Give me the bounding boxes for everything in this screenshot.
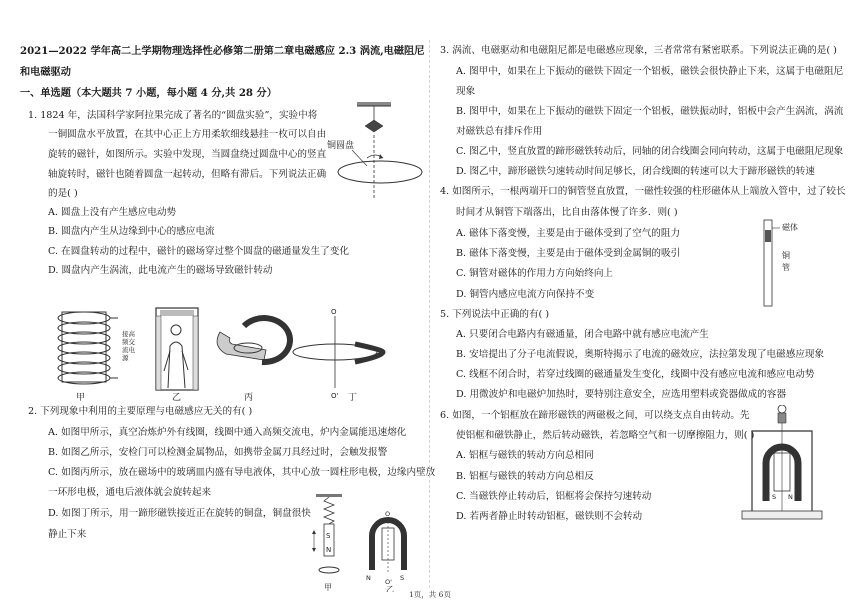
q2-figure-row xyxy=(50,296,430,401)
q3-option-b-cont: 对磁铁总有排斥作用 xyxy=(456,126,543,137)
q2-option-b: B. 如图乙所示，安检门可以检测金属物品，如携带金属刀具经过时，会触发报警 xyxy=(48,447,388,458)
q4-option-a: A. 磁体下落变慢，主要是由于磁体受到了空气的阻力 xyxy=(456,228,681,239)
q1-figure-copper-disk xyxy=(325,100,425,210)
svg-text:O': O' xyxy=(385,578,392,586)
q1-option-d: D. 圆盘内产生涡流，此电流产生的磁场导致磁针转动 xyxy=(48,265,273,276)
q5-option-b: B. 安培提出了分子电流假说，奥斯特揭示了电流的磁效应，法拉第发现了电磁感应现象 xyxy=(456,349,825,360)
q5-option-d: D. 用微波炉和电磁炉加热时，要特别注意安全，应选用塑料或瓷器做成的容器 xyxy=(456,389,787,400)
q2-option-c: C. 如图丙所示，放在磁场中的玻璃皿内盛有导电液体，其中心放一圆柱形电极，边缘内壁放 xyxy=(48,467,436,478)
q4-line: 时间才从铜管下端落出，比自由落体慢了许多．则( ) xyxy=(456,207,678,218)
figure-horseshoe-coil xyxy=(366,510,404,592)
q1-line: 1. 1824 年，法国科学家阿拉果完成了著名的“圆盘实验”，实验中将 xyxy=(28,110,318,121)
q5-option-c: C. 线框不闭合时，若穿过线圈的磁通量发生变化，线圈中没有感应电流和感应电动势 xyxy=(456,369,815,380)
svg-text:N: N xyxy=(326,546,332,554)
doc-title-line1: 2021—2022 学年高二上学期物理选择性必修第二册第二章电磁感应 2.3 涡流,电磁阻尼 xyxy=(20,45,425,57)
q6-line: 6. 如图，一个铝框放在蹄形磁铁的两磁极之间，可以绕支点自由转动。先 xyxy=(440,410,750,421)
q2-bottom-figures xyxy=(300,492,428,592)
q2-option-d-cont: 静止下来 xyxy=(48,529,87,540)
q4-label-tube-1: 铜 xyxy=(782,251,790,260)
figure-jia-furnace xyxy=(58,312,136,384)
q1-figure-label: 铜圆盘 xyxy=(327,141,355,151)
q1-option-a: A. 圆盘上没有产生感应电动势 xyxy=(48,207,177,218)
figure-label-yi: 乙 xyxy=(172,393,182,401)
q1-line: 旋转的磁针，如图所示。实验中发现，当圆盘绕过圆盘中心的竖直 xyxy=(48,149,327,160)
q4-option-d: D. 铜管内感应电流方向保持不变 xyxy=(456,289,595,300)
q1-line: 一铜圆盘水平放置，在其中心正上方用柔软细线悬挂一枚可以自由 xyxy=(48,129,327,140)
q4-option-b: B. 磁体下落变慢，主要是由于磁体受到金属铜的吸引 xyxy=(456,248,681,259)
q2-option-c-cont: 一环形电极，通电后液体就会旋转起来 xyxy=(48,487,212,498)
svg-text:N: N xyxy=(366,574,371,582)
svg-text:S: S xyxy=(326,532,331,540)
page-footer: 1页，共 6页 xyxy=(409,590,451,599)
q2-line: 2. 下列现象中利用的主要原理与电磁感应无关的有( ) xyxy=(28,406,253,417)
svg-text:O: O xyxy=(331,308,337,316)
q3-option-d: D. 图乙中，蹄形磁铁匀速转动时间足够长，闭合线圈的转速可以大于蹄形磁铁的转速 xyxy=(456,166,815,177)
svg-text:流电: 流电 xyxy=(122,346,135,354)
q3-option-b: B. 图甲中，如果在上下振动的磁铁下固定一个铝板，磁铁振动时，铝板中会产生涡流，涡流 xyxy=(456,106,844,117)
q4-line: 4. 如图所示，一根两端开口的铜管竖直放置，一磁性较强的柱形磁体从上端放入管中，过了较长 xyxy=(440,186,846,197)
svg-text:S: S xyxy=(772,493,777,501)
q6-line: 使铝框和磁铁静止，然后转动磁铁，若忽略空气和一切摩擦阻力，则( ) xyxy=(456,430,755,441)
q6-option-c: C. 当磁铁停止转动后，铝框将会保持匀速转动 xyxy=(456,491,652,502)
q1-option-c: C. 在圆盘转动的过程中，磁针的磁场穿过整个圆盘的磁通量发生了变化 xyxy=(48,246,349,257)
svg-text:源: 源 xyxy=(122,354,129,362)
doc-title-line2: 和电磁驱动 xyxy=(20,66,71,78)
q3-line: 3. 涡流、电磁驱动和电磁阻尼都是电磁感应现象，三者常常有紧密联系。下列说法正确的是( ) xyxy=(440,45,837,56)
q5-option-a: A. 只要闭合电路内有磁通量，闭合电路中就有感应电流产生 xyxy=(456,329,709,340)
q2-option-a: A. 如图甲所示，真空冶炼炉外有线圈，线圈中通入高频交流电，炉内金属能迅速熔化 xyxy=(48,427,407,438)
q4-figure-copper-tube xyxy=(760,218,820,308)
svg-text:O: O xyxy=(385,510,391,518)
q6-option-b: B. 铝框与磁铁的转动方向总相反 xyxy=(456,471,594,482)
q1-option-b: B. 圆盘内产生从边缘到中心的感应电流 xyxy=(48,226,215,237)
q3-option-c: C. 图乙中，竖直放置的蹄形磁铁转动后，同轴的闭合线圈会同向转动，这属于电磁阻尼现象 xyxy=(456,146,844,157)
q5-line: 5. 下列说法中正确的有( ) xyxy=(440,309,550,320)
q2-option-d: D. 如图丁所示，用一蹄形磁铁接近正在旋转的铜盘，铜盘很快 xyxy=(48,508,311,519)
q6-option-a: A. 铝框与磁铁的转动方向总相同 xyxy=(456,450,594,461)
svg-text:乙: 乙 xyxy=(386,585,394,592)
figure-bing-magnet-dish xyxy=(217,318,290,362)
svg-text:频交: 频交 xyxy=(122,338,135,346)
section-heading: 一、单选题（本大题共 7 小题，每小题 4 分,共 28 分） xyxy=(20,87,277,99)
q3-option-a: A. 图甲中，如果在上下振动的磁铁下固定一个铝板，磁铁会很快静止下来，这属于电磁阻尼 xyxy=(456,66,844,77)
figure-label-bing: 丙 xyxy=(244,393,254,401)
svg-text:O': O' xyxy=(331,392,339,400)
q4-option-c: C. 铜管对磁体的作用力方向始终向上 xyxy=(456,268,614,279)
q6-figure-frame-magnet xyxy=(738,405,826,525)
q1-line: 的是( ) xyxy=(48,188,78,199)
svg-text:S: S xyxy=(400,574,405,582)
figure-ding-rotating-disk xyxy=(293,308,383,400)
figure-yi-security-gate xyxy=(156,308,198,390)
svg-text:N: N xyxy=(788,493,793,501)
figure-label-ding: 丁 xyxy=(348,393,358,401)
q6-option-d: D. 若两者静止时转动铝框，磁铁则不会转动 xyxy=(456,511,643,522)
q4-label-magnet: 磁体 xyxy=(782,223,798,232)
svg-text:接高: 接高 xyxy=(122,330,135,338)
svg-text:甲: 甲 xyxy=(324,583,332,592)
figure-label-jia: 甲 xyxy=(76,393,86,401)
q3-option-a-cont: 现象 xyxy=(456,86,476,97)
figure-spring-magnet xyxy=(312,494,342,592)
q4-label-tube-2: 管 xyxy=(782,263,790,272)
q1-line: 轴旋转时，磁针也随着圆盘一起转动，但略有滞后。下列说法正确 xyxy=(48,169,327,180)
column-divider xyxy=(429,40,430,588)
